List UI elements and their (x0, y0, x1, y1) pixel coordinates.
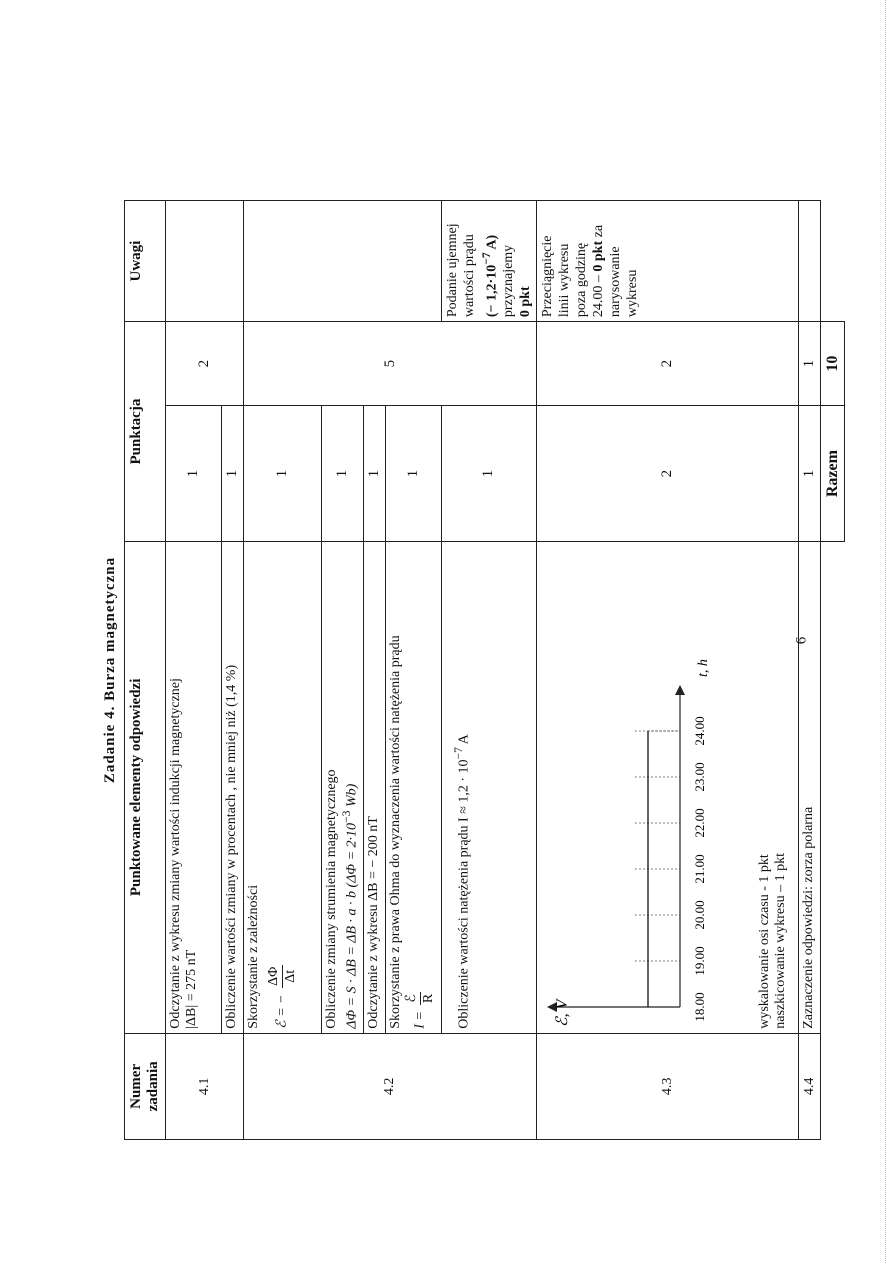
note-cell (537, 201, 799, 322)
formula-lhs: ℰ = − (274, 994, 290, 1029)
fraction-numerator: ΔΦ (266, 966, 281, 986)
point-value: 1 (322, 406, 364, 542)
element-formula (266, 546, 299, 1029)
empty-cell (821, 201, 845, 322)
element-cell (244, 542, 322, 1034)
subtotal: 5 (244, 322, 537, 406)
tick-label: 22.00 (692, 808, 708, 838)
formula-unit: A (456, 734, 472, 748)
table-row (166, 201, 222, 1140)
note-line: linii wykresu (557, 243, 573, 318)
note-exponent: −7 (479, 252, 493, 265)
fraction-denominator: Δt (283, 969, 298, 983)
total-row (821, 201, 845, 1140)
element-cell (441, 542, 537, 1034)
note-part: (− 1,2·10 (484, 264, 500, 318)
task-number: 4.2 (244, 1033, 537, 1139)
note-part: 0 pkt (591, 240, 607, 272)
total-value: 10 (821, 322, 845, 406)
point-value: 1 (222, 406, 244, 542)
tick-label: 23.00 (692, 762, 708, 792)
subtotal: 2 (166, 322, 244, 406)
formula-unit: Wb) (344, 783, 360, 811)
element-text: Odczytanie z wykresu ΔB = − 200 nT (363, 542, 385, 1034)
graph-cell (537, 542, 799, 1034)
note-line: narysowanie (608, 246, 624, 318)
formula-lhs: I = (412, 1011, 428, 1029)
element-text: Zaznaczenie odpowiedzi: zorza polarna (799, 542, 821, 1034)
task-number: 4.4 (799, 1033, 821, 1139)
point-value: 1 (385, 406, 441, 542)
scoring-table (124, 200, 845, 1140)
element-text: wyskalowanie osi czasu - 1 pkt (757, 854, 773, 1029)
empty-cell (821, 542, 845, 1034)
note-line (590, 205, 607, 317)
formula-exponent: −7 (451, 747, 465, 760)
element-text: naszkicowanie wykresu – 1 pkt (773, 853, 789, 1029)
element-text: Skorzystanie z zależności (246, 884, 261, 1029)
emf-graph (537, 637, 757, 1033)
point-value: 1 (799, 406, 821, 542)
margin-line (885, 0, 887, 1263)
note-part: 24.00 – (591, 271, 607, 318)
fraction-numerator: ℰ (403, 994, 419, 1003)
note-line: Przeciągnięcie (540, 235, 556, 318)
y-axis-label: ℰ, V (554, 999, 572, 1027)
element-cell (166, 542, 222, 1034)
rotated-table-region (102, 200, 841, 1140)
x-ticks (635, 716, 707, 1021)
element-cell (385, 542, 441, 1034)
note-cell (441, 201, 537, 322)
point-value: 1 (166, 406, 222, 542)
point-value: 1 (244, 406, 322, 542)
empty-cell (821, 1033, 845, 1139)
point-value: 1 (363, 406, 385, 542)
task-number: 4.3 (537, 1033, 799, 1139)
x-axis-label: t, h (696, 658, 712, 677)
element-text: Obliczenie wartości zmiany w procentach , nie mniej niż (1,4 %) (222, 542, 244, 1034)
table-row (244, 201, 322, 1140)
tick-label: 19.00 (692, 946, 708, 976)
header-row (125, 201, 166, 1140)
tick-label: 24.00 (692, 716, 708, 746)
formula-main: ΔΦ = S · ΔB = ΔB · a · b (ΔΦ = 2·10 (344, 822, 360, 1029)
note-line: poza godzinę (574, 242, 590, 318)
element-text: Skorzystanie z prawa Ohma do wyznaczenia wartości natężenia prądu (387, 635, 403, 1029)
element-formula (404, 546, 437, 1029)
total-label: Razem (821, 406, 845, 542)
point-value: 1 (441, 406, 537, 542)
note-cell (244, 201, 442, 322)
task-title: Zadanie 4. Burza magnetyczna (102, 556, 118, 784)
table-row (799, 201, 821, 1140)
subtotal: 2 (537, 322, 799, 406)
x-axis-arrow (675, 685, 685, 695)
note-line: Podanie ujemnej (444, 223, 460, 318)
tick-label: 20.00 (692, 900, 708, 930)
fraction (404, 992, 437, 1004)
formula-exponent: −3 (340, 810, 353, 823)
element-text: Obliczenie zmiany strumienia magnetycznego (324, 769, 339, 1029)
element-text: Odczytanie z wykresu zmiany wartości indukcji magnetycznej (168, 678, 183, 1029)
task-number: 4.1 (166, 1033, 244, 1139)
header-points: Punktacja (125, 322, 166, 542)
header-elements: Punktowane elementy odpowiedzi (125, 542, 166, 1034)
header-notes: Uwagi (125, 201, 166, 322)
note-line (478, 205, 501, 317)
element-formula (340, 546, 361, 1029)
note-line: wartości prądu (461, 234, 477, 318)
page-number: 6 (793, 636, 810, 645)
point-value: 2 (537, 406, 799, 542)
element-formula: |ΔB| = 275 nT (184, 949, 199, 1029)
note-part: za (591, 224, 607, 241)
tick-label: 18.00 (692, 992, 708, 1022)
header-task: Numer zadania (125, 1033, 166, 1139)
note-cell (166, 201, 244, 322)
element-cell (322, 542, 364, 1034)
scoring-lines (757, 542, 789, 1033)
note-line: 0 pkt (518, 286, 534, 318)
note-line: wykresu (625, 269, 641, 318)
note-part: A) (484, 234, 500, 253)
element-text: Obliczenie wartości natężenia prądu I ≈ 1,2 · 10 (456, 759, 472, 1029)
fraction (266, 965, 299, 988)
table-row (537, 201, 799, 1140)
fraction-denominator: R (420, 993, 436, 1004)
subtotal: 1 (799, 322, 821, 406)
tick-label: 21.00 (692, 854, 708, 884)
note-cell (799, 201, 821, 322)
note-line: przyznajemy (501, 244, 517, 318)
